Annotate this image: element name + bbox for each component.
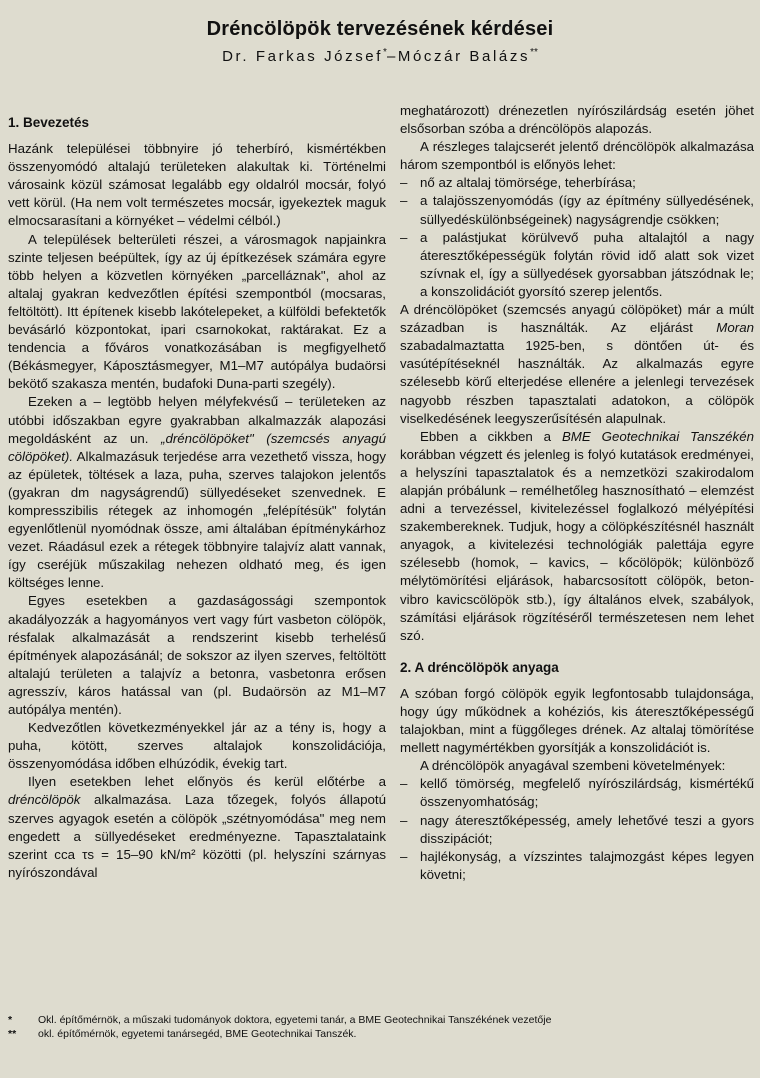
paragraph: Egyes esetekben a gazdaságossági szempontok akadályozzák a hagyományos vert vagy fúrt vasbeton cölöpök, résfalak alkalmazását a rendszerint kisebb terhelésű építmények alapozásánál; de sokszor az ilyen szerves, feltöltött altalajú területen a talajvíz a betonra, vasbetonra erősen agresszív, káros hatással van (pl. Budaörsön az M1–M7 autópálya mentén). [8,593,386,717]
paragraph: meghatározott) drénezetlen nyírószilárdság esetén jöhet elsősorban szóba a dréncölöpös alapozás. [400,103,754,137]
emphasis: „dréncölöpöket" (szemcsés anyagú cölöpöket). [8,430,386,464]
list-item: – a talajösszenyomódás (így az építmény süllyedésének, süllyedéskülönbségeinek) nagyságrendje csökken; [400,192,754,228]
footnote-mark-2: ** [530,47,538,58]
footnote-mark: * [8,1014,13,1026]
footnote-mark-1: * [383,47,387,58]
paragraph: Ilyen esetekben lehet előnyös és kerül előtérbe a dréncölöpök alkalmazása. Laza tőzegek, folyós állapotú szerves agyagok esetén a cölöpök „szétnyomódása" meg nem engedett a süllyedéseket eredményezne. Tapasztalataink szerint cca τs = 15–90 kN/m² közötti (pl. helyszíni szárnyas nyírószondával [8,774,386,880]
paragraph: Ebben a cikkben a BME Geotechnikai Tanszékén korábban végzett és jelenleg is folyó kutatások eredményei, a helyszíni tapasztalatok és a nemzetközi szakirodalom alapján próbálunk – remélhetőleg hasznosítható – elemzést adni a tervezéssel, kivitelezéssel foglalkozó mélyépítési szakembereknek. Tudjuk, hogy a cölöpkészítésnél használt anyagok, a kivitelezési technológiák palettája egyre szélesebb (homok, – kavics, – kőcölöpök; különböző mélytömörítési eljárások, habarcsosított cölöpök, beton-vibro kavicscölöpök stb.), így általános elvek, szabályok, számítási eljárások rögzítéséről természetesen nem lehet szó. [400,428,754,643]
paragraph: A részleges talajcserét jelentő dréncölöpök alkalmazása három szempontból is előnyös lehet: [400,139,754,173]
footnote [8,1013,752,1027]
list-item: – nagy áteresztőképesség, amely lehetővé teszi a gyors disszipációt; [400,812,754,848]
emphasis: Moran [716,320,754,336]
footnote-text: okl. építőmérnök, egyetemi tanársegéd, BME Geotechnikai Tanszék. [38,1028,357,1040]
footnote-mark: ** [8,1028,17,1040]
paragraph: Hazánk települései többnyire jó teherbíró, kismértékben összenyomódó altalajú területeken alakultak ki. Történelmi városaink közül számosat legalább egy oldalról mocsár, folyó vett körül. (Ha nem volt természetes mocsár, igyekeztek maguk elmocsarasítani a környéket – védelmi célból.) [8,141,386,229]
footnotes [8,1013,752,1041]
author-farkas: Dr. Farkas József [222,48,384,65]
author-line [0,47,760,65]
list-item: – nő az altalaj tömörsége, teherbírása; [400,174,754,192]
paragraph: A szóban forgó cölöpök egyik legfontosabb tulajdonsága, hogy úgy működnek a kohéziós, kis áteresztőképességű talajokban, mint a függőleges drének. Az altalaj tömörítése mellett nagymértékben gyorsítják a konszolidációt is. [400,685,754,756]
author-moczar: Móczár Balázs [397,48,531,65]
advantages-list [400,174,754,301]
section-heading-introduction: 1. Bevezetés [8,115,90,130]
requirements-list [400,775,754,884]
emphasis: dréncölöpök [8,792,81,808]
emphasis: BME Geotechnikai Tanszékén [561,428,754,444]
right-column [400,102,754,884]
paragraph: A dréncölöpök anyagával szembeni követelmények: [420,758,726,774]
list-item: – a palástjukat körülvevő puha altalajtól a nagy áteresztőképességük folytán rövid idő alatt sok vizet szívnak el, így a süllyedések gyorsabban játszódnak le; a konszolidációt gyorsító szerep jelentős. [400,229,754,301]
paragraph: Kedvezőtlen következményekkel jár az a tény is, hogy a puha, kötött, szerves altalajok konszolidációja, összenyomódása időben elhúzódik, évekig tart. [8,720,386,772]
author-separator: – [386,48,398,65]
paragraph: A dréncölöpöket (szemcsés anyagú cölöpöket) már a múlt században is használták. Az eljárást Moran szabadalmaztatta 1925-ben, s döntően út- és vasútépítéseknél használták. Az alkalmazás egyre szélesebb körű elterjedése ellenére a jelenlegi tervezések nagyobb részben tapasztalati adatokon, a cölöpök viselkedésének leegyszerűsítésén alapulnak. [400,302,754,426]
footnote-text: Okl. építőmérnök, a műszaki tudományok doktora, egyetemi tanár, a BME Geotechnikai Tanszékének vezetője [38,1014,552,1026]
footnote [8,1027,752,1041]
article-title: Dréncölöpök tervezésének kérdései [206,18,554,40]
list-item: – hajlékonyság, a vízszintes talajmozgást képes legyen követni; [400,848,754,884]
paragraph: Ezeken a – legtöbb helyen mélyfekvésű – területeken az utóbbi időszakban egyre gyakrabban alkalmazzák alapozási megoldásként az un. „dréncölöpöket" (szemcsés anyagú cölöpöket). Alkalmazásuk terjedése arra vezethető vissza, hogy az épületek, töltések a laza, puha, szerves talajokon jelentős (gyakran dm nagyságrendű) süllyedéseket szenvednek. E kompresszibilis rétegek az inhomogén „felépítésük" folytán egyenlőtlenül nyomódnak össze, ami általában építménykárhoz vezet. Ráadásul ezek a rétegek többnyire talajvíz alatt vannak, így cseréjük műszakilag nehezen oldható meg, és igen költséges lenne. [8,394,386,591]
paragraph: A települések belterületi részei, a városmagok napjainkra szinte teljesen beépültek, így az új építkezések számára egyre több helyen a közvetlen környéken „parcelláznak", ahol az altalaj gyakran kedvezőtlen építési szempontból (mocsaras, feltöltött). Itt építenek kisebb lakótelepeket, a külföldi befektetők bevásárló központokat, ipari csarnokokat, raktárakat. Ez a tendencia a főváros vonatkozásában is megfigyelhető (Békásmegyer, Káposztásmegyer, M1–M7 autópálya budaörsi bekötő szakasza mentén, budafoki Duna-parti szegély). [8,231,386,392]
left-column [8,114,386,882]
section-heading-material: 2. A dréncölöpök anyaga [400,659,559,675]
list-item: – kellő tömörség, megfelelő nyírószilárdság, kismértékű összenyomhatóság; [400,775,754,811]
